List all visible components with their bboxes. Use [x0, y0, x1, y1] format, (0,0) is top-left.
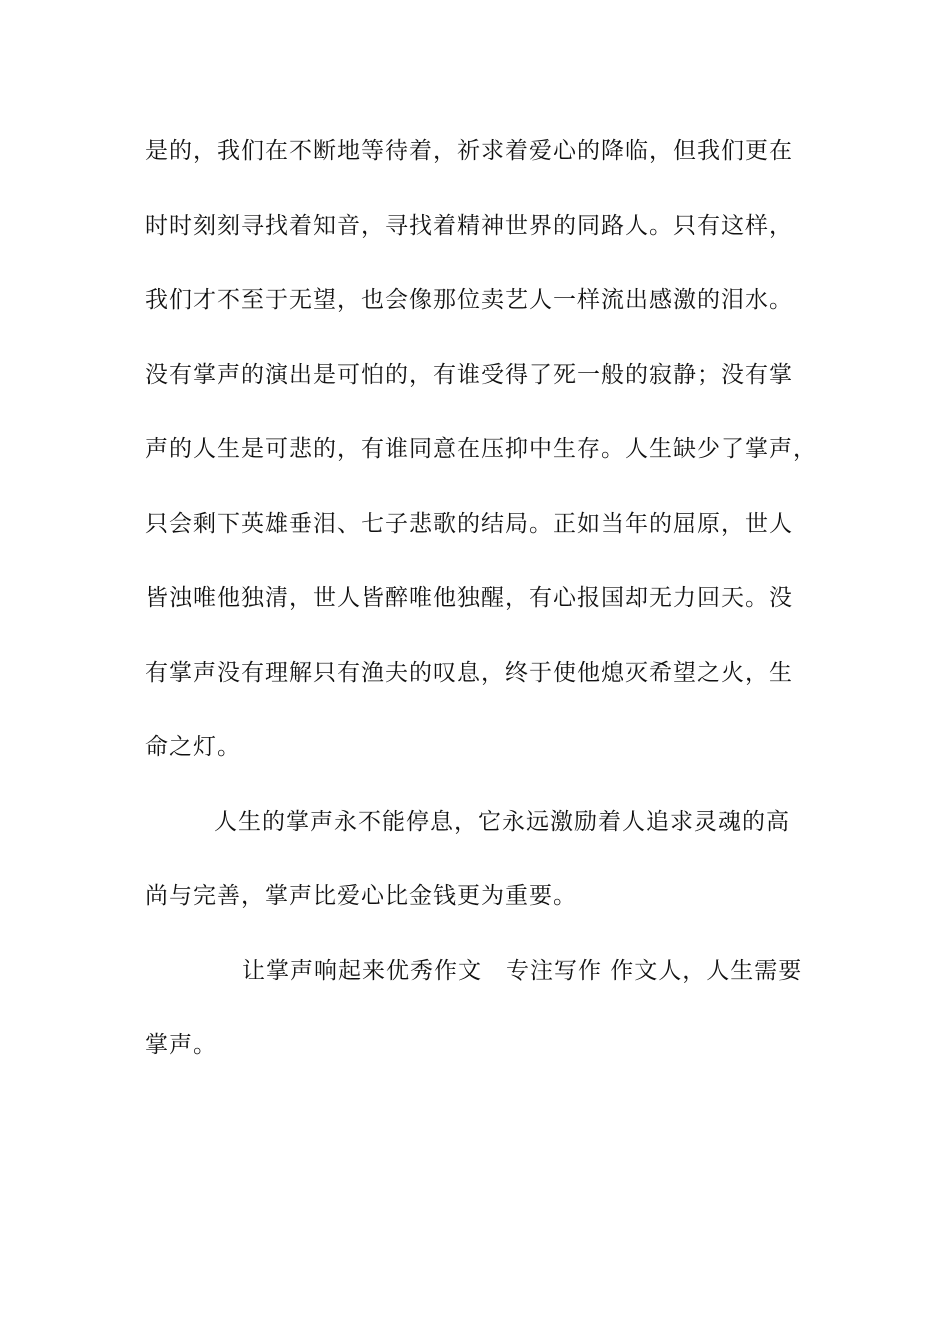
paragraph-line: 尚与完善，掌声比爱心比金钱更为重要。 — [145, 883, 577, 909]
paragraph-line: 声的人生是可悲的，有谁同意在压抑中生存。人生缺少了掌声， — [145, 436, 817, 462]
paragraph-line: 只会剩下英雄垂泪、七子悲歌的结局。正如当年的屈原，世人 — [145, 511, 793, 537]
paragraph-line: 掌声。 — [145, 1032, 217, 1058]
paragraph-line: 皆浊唯他独清，世人皆醉唯他独醒，有心报国却无力回天。没 — [145, 585, 793, 611]
paragraph-line: 有掌声没有理解只有渔夫的叹息，终于使他熄灭希望之火，生 — [145, 660, 793, 686]
paragraph-line: 我们才不至于无望，也会像那位卖艺人一样流出感激的泪水。 — [145, 287, 793, 313]
paragraph-line: 是的，我们在不断地等待着，祈求着爱心的降临，但我们更在 — [145, 138, 793, 164]
paragraph-line: 人生的掌声永不能停息，它永远激励着人追求灵魂的高 — [214, 809, 790, 835]
paragraph-line: 让掌声响起来优秀作文 专注写作 作文人，人生需要 — [242, 958, 803, 984]
paragraph-line: 命之灯。 — [145, 734, 241, 760]
paragraph-line: 没有掌声的演出是可怕的，有谁受得了死一般的寂静；没有掌 — [145, 362, 793, 388]
paragraph-line: 时时刻刻寻找着知音，寻找着精神世界的同路人。只有这样， — [145, 213, 793, 239]
